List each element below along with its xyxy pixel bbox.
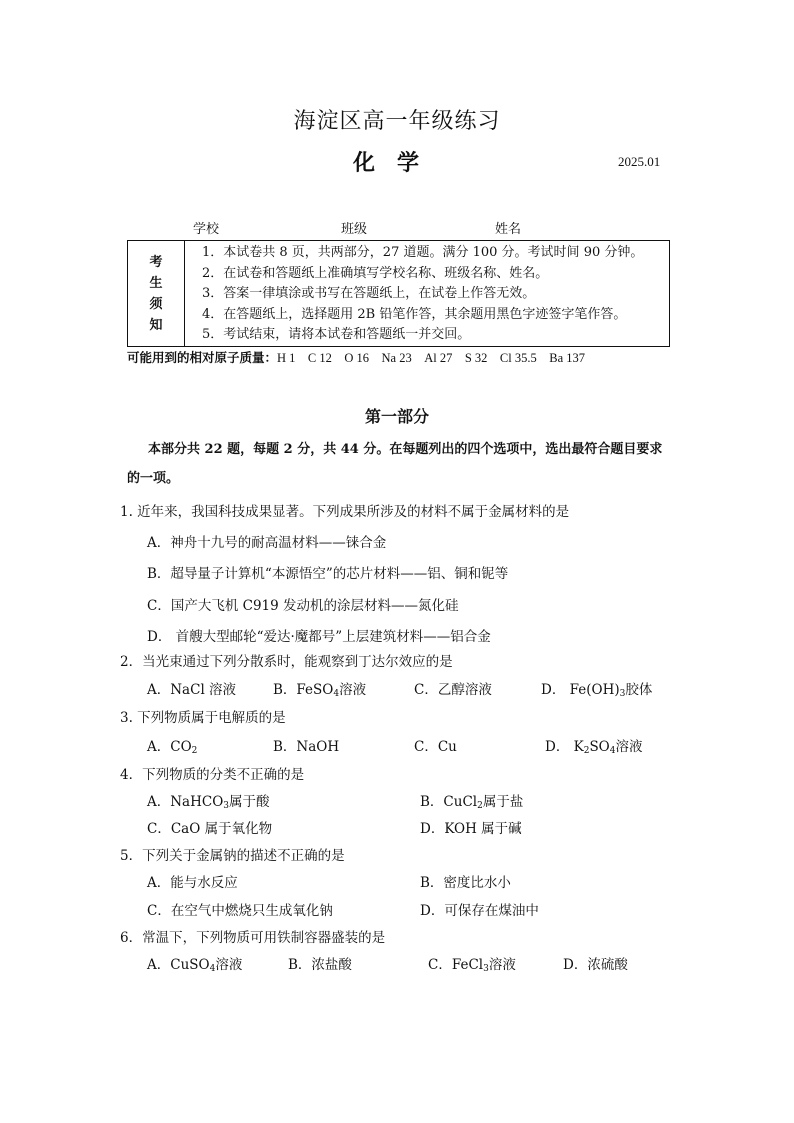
question-4-option-d[interactable]: D．KOH 属于碱 — [420, 821, 522, 837]
question-6-option-c[interactable]: C．FeCl$_3$溶液 — [428, 957, 516, 974]
question-3-option-b[interactable]: B．NaOH — [273, 739, 340, 755]
name-label: 姓名 — [495, 222, 522, 237]
subject-title: 化学 — [352, 150, 441, 176]
exam-date: 2025.01 — [618, 154, 661, 169]
question-5-option-a[interactable]: A．能与水反应 — [147, 875, 238, 891]
question-1-option-b[interactable]: B．超导量子计算机“本源悟空”的芯片材料——铝、铜和铌等 — [147, 566, 509, 582]
question-6-option-a[interactable]: A．CuSO$_4$溶液 — [147, 957, 243, 974]
question-5-option-d[interactable]: D．可保存在煤油中 — [420, 903, 539, 919]
notice-item: 3．答案一律填涂或书写在答题纸上，在试卷上作答无效。 — [202, 286, 536, 302]
question-3-stem: 3. 下列物质属于电解质的是 — [120, 710, 286, 726]
exam-title: 海淀区高一年级练习 — [293, 109, 501, 134]
question-4-stem: 4．下列物质的分类不正确的是 — [120, 767, 305, 783]
question-4-option-c[interactable]: C．CaO 属于氧化物 — [147, 821, 273, 837]
part-intro: 本部分共 22 题，每题 2 分，共 44 分。在每题列出的四个选项中，选出最符合题目要求的一项。 — [127, 442, 663, 486]
question-3-option-d[interactable]: D． $K_2SO_4$溶液 — [545, 739, 643, 756]
school-label: 学校 — [193, 222, 220, 237]
question-4-option-a[interactable]: A．NaHCO$_3$属于酸 — [147, 794, 270, 811]
part-title: 第一部分 — [364, 407, 429, 426]
exam-notice-box — [127, 240, 670, 347]
question-1-stem: 1. 近年来，我国科技成果显著。下列成果所涉及的材料不属于金属材料的是 — [120, 504, 570, 520]
question-2-option-c[interactable]: C．乙醇溶液 — [414, 682, 492, 698]
question-3-option-a[interactable]: A．$CO_2$ — [147, 739, 198, 756]
question-6-option-b[interactable]: B．浓盐酸 — [288, 957, 352, 973]
question-2-stem: 2．当光束通过下列分散系时，能观察到丁达尔效应的是 — [120, 654, 453, 670]
question-2-option-a[interactable]: A．NaCl 溶液 — [147, 682, 237, 698]
notice-item: 5．考试结束，请将本试卷和答题纸一并交回。 — [202, 327, 471, 343]
class-label: 班级 — [341, 222, 368, 237]
question-5-option-b[interactable]: B．密度比水小 — [420, 875, 511, 891]
name-field[interactable] — [495, 218, 521, 237]
question-1-option-c[interactable]: C．国产大飞机 C919 发动机的涂层材料——氮化硅 — [147, 598, 459, 614]
notice-items — [202, 243, 643, 346]
question-1-option-d[interactable]: D． 首艘大型邮轮“爱达·魔都号”上层建筑材料——铝合金 — [147, 629, 491, 645]
school-field[interactable] — [193, 218, 219, 237]
class-field[interactable] — [341, 218, 367, 237]
notice-item: 2．在试卷和答题纸上准确填写学校名称、班级名称、姓名。 — [202, 265, 549, 281]
question-1-option-a[interactable]: A．神舟十九号的耐高温材料——铼合金 — [147, 535, 387, 551]
question-5-stem: 5．下列关于金属钠的描述不正确的是 — [120, 848, 345, 864]
question-6-option-d[interactable]: D．浓硫酸 — [563, 957, 628, 973]
question-4-option-b[interactable]: B．CuCl$_2$属于盐 — [420, 794, 524, 811]
atomic-mass-line: 可能用到的相对原子质量：H 1 C 12 O 16 Na 23 Al 27 S 32 Cl 35.5 Ba 137 — [127, 350, 586, 365]
notice-item: 1．本试卷共 8 页，共两部分，27 道题。满分 100 分。考试时间 90 分钟。 — [202, 245, 644, 260]
question-6-stem: 6．常温下，下列物质可用铁制容器盛装的是 — [120, 930, 386, 946]
notice-side-label: 考 生 须 知 — [128, 241, 185, 346]
notice-item: 4．在答题纸上，选择题用 2B 铅笔作答，其余题用黑色字迹签字笔作答。 — [202, 306, 627, 322]
question-2-option-d[interactable]: D． $Fe(OH)_3$胶体 — [541, 682, 653, 699]
question-2-option-b[interactable]: B．FeSO$_4$溶液 — [273, 682, 367, 699]
question-3-option-c[interactable]: C．Cu — [414, 739, 457, 755]
question-5-option-c[interactable]: C．在空气中燃烧只生成氧化钠 — [147, 903, 333, 919]
